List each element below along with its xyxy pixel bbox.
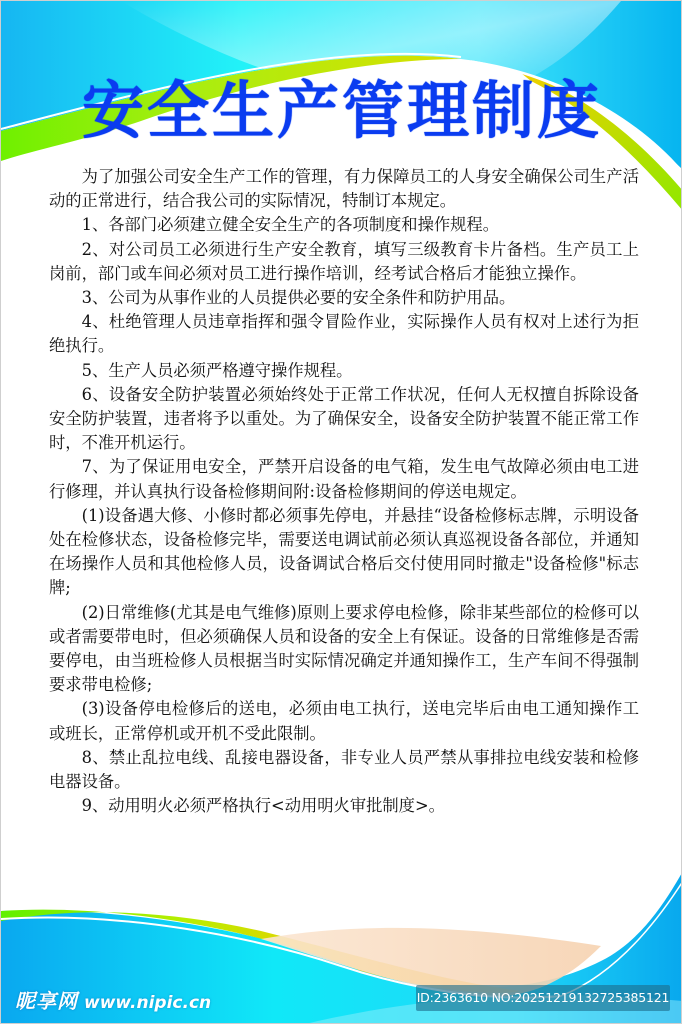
watermark-url: www.nipic.cn bbox=[84, 993, 212, 1013]
rule-8: 8、禁止乱拉电线、乱接电器设备，非专业人员严禁从事排拉电线安装和检修电器设备。 bbox=[49, 747, 639, 792]
watermark-id-badge: ID:2363610 NO:20251219132725385121 bbox=[416, 985, 670, 1011]
regulation-body bbox=[49, 165, 639, 818]
rule-7-sub-1: (1)设备遇大修、小修时都必须事先停电，并悬挂“设备检修标志牌，示明设备处在检修状态，设备检修完毕，需要送电调试前必须认真巡视设备各部位，并通知在场操作人员和其他检修人员，设备调试合格后交付使用同时撤走"设备检修"标志牌; bbox=[49, 505, 639, 598]
rule-2: 2、对公司员工必须进行生产安全教育，填写三级教育卡片备档。生产员工上岗前，部门或车间必须对员工进行操作培训，经考试合格后才能独立操作。 bbox=[49, 239, 639, 283]
intro-paragraph: 为了加强公司安全生产工作的管理，有力保障员工的人身安全确保公司生产活动的正常进行，结合我公司的实际情况，特制订本规定。 bbox=[49, 167, 639, 211]
rule-3: 3、公司为从事作业的人员提供必要的安全条件和防护用品。 bbox=[81, 288, 516, 308]
rule-7-sub-3: (3)设备停电检修后的送电，必须由电工执行，送电完毕后由电工通知操作工或班长，正常停机或开机不受此限制。 bbox=[49, 699, 639, 743]
rule-6: 6、设备安全防护装置必须始终处于正常工作状况，任何人无权擅自拆除设备安全防护装置，违者将予以重处。为了确保安全，设备安全防护装置不能正常工作时，不准开机运行。 bbox=[49, 384, 639, 453]
watermark-logo-cn: 昵享网 bbox=[15, 989, 78, 1013]
rule-7: 7、为了保证用电安全，严禁开启设备的电气箱，发生电气故障必须由电工进行修理，并认真执行设备检修期间附:设备检修期间的停送电规定。 bbox=[49, 457, 639, 501]
poster-title: 安全生产管理制度 bbox=[81, 74, 602, 147]
rule-1: 1、各部门必须建立健全安全生产的各项制度和操作规程。 bbox=[81, 215, 499, 235]
rule-9: 9、动用明火必须严格执行<动用明火审批制度>。 bbox=[81, 796, 445, 816]
rule-4: 4、杜绝管理人员违章指挥和强令冒险作业，实际操作人员有权对上述行为拒绝执行。 bbox=[49, 312, 639, 356]
rule-7-sub-2: (2)日常维修(尤其是电气维修)原则上要求停电检修，除非某些部位的检修可以或者需要带电时，但必须确保人员和设备的安全上有保证。设备的日常维修是否需要停电，由当班检修人员根据当时实际情况确定并通知操作工，生产车间不得强制要求带电检修; bbox=[49, 602, 639, 695]
watermark-logo bbox=[15, 985, 211, 1014]
rule-5: 5、生产人员必须严格遵守操作规程。 bbox=[81, 360, 353, 380]
